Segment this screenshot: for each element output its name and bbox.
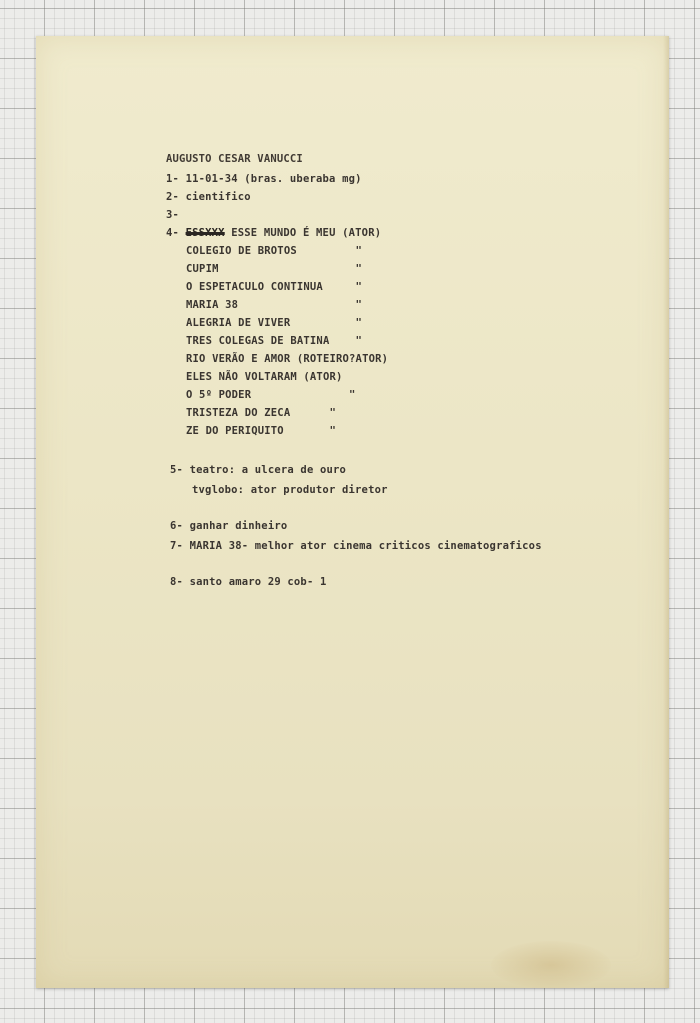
film-list-item: ALEGRIA DE VIVER " [186,317,363,329]
item-4-prefix: 4- [166,227,186,239]
item-8-address: 8- santo amaro 29 cob- 1 [170,576,327,588]
struck-out-text: ESSXXX [185,227,225,239]
paper-edge-shadow [663,36,669,988]
film-list-item: COLEGIO DE BROTOS " [186,245,363,257]
item-2-education: 2- cientifico [166,191,251,203]
film-list-item: O 5º PODER " [186,389,356,401]
film-list-item: MARIA 38 " [186,299,363,311]
item-1-birth: 1- 11-01-34 (bras. uberaba mg) [166,173,362,185]
film-list-item: TRES COLEGAS DE BATINA " [186,335,363,347]
film-list-item: TRISTEZA DO ZECA " [186,407,336,419]
item-5-tv: tvglobo: ator produtor diretor [192,484,388,496]
water-stain [491,941,611,989]
item-6-goal: 6- ganhar dinheiro [170,520,288,532]
document-title: AUGUSTO CESAR VANUCCI [166,153,303,165]
item-3-empty: 3- [166,209,180,221]
film-list-item: O ESPETACULO CONTINUA " [186,281,363,293]
item-5-theatre: 5- teatro: a ulcera de ouro [170,464,347,476]
paper-sheet [36,36,669,988]
film-list-item: ELES NÃO VOLTARAM (ATOR) [186,371,343,383]
film-list-item: ZE DO PERIQUITO " [186,425,336,437]
item-4-title: ESSE MUNDO É MEU (ATOR) [224,227,382,239]
film-list-item: CUPIM " [186,263,363,275]
item-4-first-film [166,227,381,239]
item-7-award: 7- MARIA 38- melhor ator cinema criticos cinematograficos [170,540,542,552]
film-list-item: RIO VERÃO E AMOR (ROTEIRO?ATOR) [186,353,389,365]
